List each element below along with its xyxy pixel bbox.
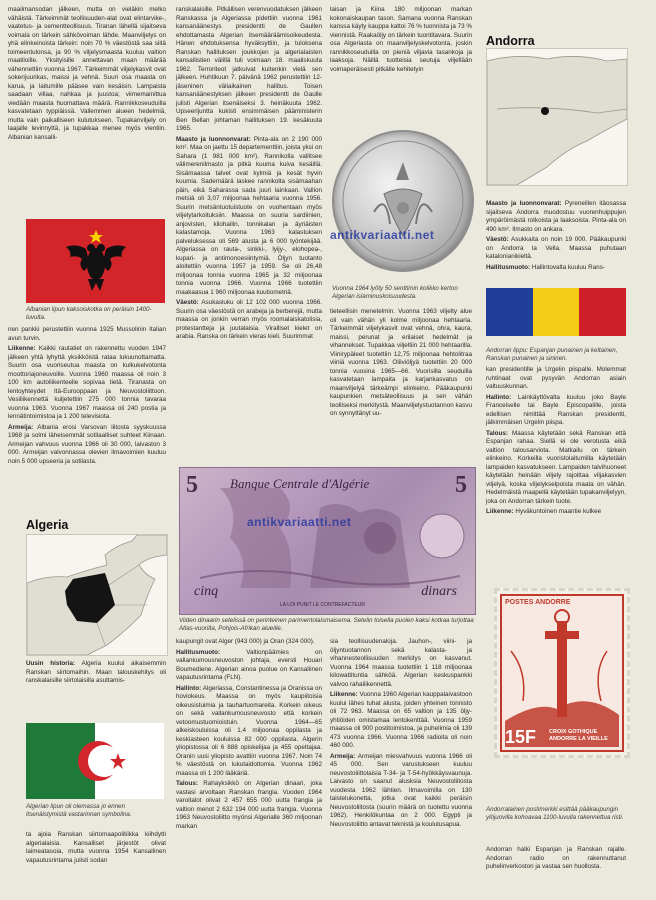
coin-emblem-icon bbox=[334, 132, 472, 270]
algeria-history-text bbox=[26, 660, 166, 688]
section-text: Pyreneillen itäosassa sijaitseva Andorra muodostuu vuorenhuippujen ympäröimästä rotkoista ja laaksoista. Pinta-ala on 490 km². Ilmasto on ankara. bbox=[486, 200, 626, 233]
algeria-industry-text bbox=[330, 638, 472, 831]
bank-name: Banque Centrale d'Algérie bbox=[230, 476, 370, 491]
algeria-map-graphic bbox=[27, 535, 167, 655]
section-label: Hallitusmuoto: bbox=[486, 263, 531, 271]
andorra-flag bbox=[486, 288, 626, 336]
algeria-population-paragraph bbox=[176, 299, 322, 342]
andorra-flag-graphic bbox=[486, 288, 626, 336]
word-cinq: cinq bbox=[194, 584, 219, 599]
section-label: Liikenne: bbox=[486, 508, 514, 515]
crescent-star-icon bbox=[26, 723, 164, 799]
stamp-title: POSTES ANDORRE bbox=[505, 599, 571, 606]
albania-traffic-paragraph bbox=[8, 345, 166, 422]
banknote-image bbox=[179, 467, 476, 615]
section-text: Rahayksikkö on Algerian dinaari, joka vastasi arvoltaan Ranskan frangia. Vuoden 1964 varoitalot olivat 2 457 655 000 uutta frangia ja valtion menot 2 632 194 000 uutta frangia. Vuonna 1963 Neuvostoliitto myönsi Algerialle 360 miljoonan markan bbox=[176, 780, 322, 830]
stamp-caption: Andorralainen postimerkki esittää pääkaupungin ylöjuovilla kohoavaa 1100-luvulla rakennettua risti. bbox=[486, 806, 624, 821]
algeria-colonial-paragraph: ta ajoia Ranskan siirtomaapolitiikka kiihdytti algerialaisia. Kansalliset järjestöt olivat laimeatasoia, mutta vuonna 1954 Kansallinen vapautusrintama julisti sodan bbox=[26, 831, 166, 864]
andorra-map bbox=[486, 48, 628, 186]
algeria-economy-paragraph bbox=[176, 780, 322, 831]
section-text: Hyväkuntoinen maantie kulkee bbox=[515, 508, 602, 515]
albania-flag bbox=[26, 219, 165, 303]
algeria-flag-caption: Algerian lipun oli olemassa jo ennen itsenäistymistä vastarinnan symbolina. bbox=[26, 803, 132, 818]
algeria-history-paragraph bbox=[26, 660, 166, 686]
denomination-top-right: 5 bbox=[455, 472, 467, 498]
stamp-subtitle: CROIX GOTHIQUE ANDORRE LA VIEILLE bbox=[549, 729, 608, 742]
andorra-terrain-paragraph bbox=[486, 200, 626, 234]
section-text: Algeriassa, Constantinessa ja Oranissa on hoviokeus. Maassa on myös kaupiitoisia oikeusistuimia ja tauhartuomareita. Korkein oikeus on sekä vallankumousneuvosto että korkein vetoomustuomioistuin. Vuonna 1964—65 alkeiskouluissa oli 1,4 miljoonaa oppilasta ja keskiasteen kouluissa 82 000 oppilasta. Algerin yliopistossa oli 6 888 opiskelijaa ja 455 opettajaa. Oranin uusi yliopisto avattiin vuonna 1967. Noin 74 % väestöstä on lukutaidottomia. Vuonna 1962 maassa oli 1 200 lääkäriä. bbox=[176, 684, 323, 777]
coin-caption: Vuonna 1964 lyöty 50 senttimin kolikko kertoo Algerian islaminuskoisuudesta. bbox=[332, 285, 458, 300]
section-text: Lainkäyttövalta kuuluu joko Bayle Franceiselle tai Bayle Episcopalille, joista edellisen nimittää Ranskan presidentti, jälkimmäisen Urgelin piispa. bbox=[486, 393, 626, 426]
word-dinars: dinars bbox=[421, 584, 457, 599]
albania-army-paragraph bbox=[8, 424, 166, 467]
section-label: Liikenne: bbox=[8, 345, 36, 352]
algeria-flag bbox=[26, 723, 164, 799]
watermark-text: antikvariaatti.net bbox=[330, 228, 435, 242]
section-label: Väestö: bbox=[176, 299, 199, 306]
heading-andorra: Andorra bbox=[486, 34, 535, 48]
watermark-text: antikvariaatti.net bbox=[247, 515, 352, 529]
algeria-colonial-text bbox=[26, 831, 166, 867]
andorra-map-graphic bbox=[487, 49, 627, 185]
section-text: Hallintovalta kuuluu Rans- bbox=[531, 263, 605, 271]
section-text: Asukasluku oli 12 102 000 vuonna 1966. Suurin osa väestöstä on arabeja ja berberejä, mutta maassa on jonkin verran myös roomalaiskatolisia, protestantteja ja juutalaisia. Viralliset kielet on arabia. Ranska on tärkein vieras kieli. Suurimmat bbox=[176, 299, 322, 340]
section-label: Talous: bbox=[176, 780, 198, 787]
algeria-industry-paragraph: sia teollisuudenaloja. Jauhon-, viini- ja öljyntuotannon sekä kalasta- ja vihannesteollisuuden merkitys on kasvanut. Vuonna 1964 maassa tuotettiin 1 118 miljoonaa kilowattituntia sähköä. Algerian keskuspankki valvoo rahaliikennettä. bbox=[330, 638, 472, 688]
algeria-trade-text bbox=[330, 6, 472, 76]
denomination-top-left: 5 bbox=[186, 472, 198, 498]
section-text: Maassa käytetään sekä Ranskan että Espanjan rahaa. Siellä ei ole verotusta eikä valtion talousarviota. Matkailu on tärkein elinkeino. Korkeilla vuoristolaitumilla käytetään lampaiden kasvatukseen. Lampaiden talvihuoneet käytetään heinään viljely rajoittaa viljakasvien viljelyä, koska viljelykselpoista maata on vähän. Hedelmäistä maapellä käytetään tupakanviljelyyn, joka on Andorran tärkein tuote. bbox=[486, 429, 626, 505]
algeria-government-text bbox=[176, 638, 322, 833]
andorra-population-paragraph bbox=[486, 236, 626, 262]
algeria-agriculture-text bbox=[330, 308, 472, 421]
heading-algeria: Algeria bbox=[26, 518, 69, 532]
section-label: Maasto ja luonnonvarat: bbox=[486, 200, 562, 207]
banknote-caption: Viiden dinaarin setelissä on perinteinen parimentolaismaisema. Setelin toisella puolen kaksi kotkaa turjottaa Atlas-vuorilta, Pohjois-Afrikan alueille. bbox=[179, 617, 474, 632]
section-label: Armeija: bbox=[330, 752, 356, 760]
andorra-road-paragraph: Andorran halki Espanjan ja Ranskan rajalle. Andorran radio on rakennuttanut puhelinverkoston ja vastaa sen huollosta. bbox=[486, 846, 626, 870]
algeria-independence-text bbox=[176, 6, 322, 344]
andorra-terrain-text bbox=[486, 200, 626, 274]
section-text: Vuonna 1960 Algerian kauppalaivastoon kuului lähes tuhat alusta, joiden yhteinen tonnisto oli 72 963. Maassa on 65 valtion ja 135 öljy-yhtiöiden omistamaa lentokenttää. Vuonna 1959 maassa oli 900 postitoimistoa, ja puhelimia oli 139 473 vuonna 1966. Vuonna 1966 radioita oli noin 460 000. bbox=[330, 691, 472, 749]
section-label: Uusin historia: bbox=[26, 660, 76, 667]
albania-bank-paragraph: nen pankki perustettiin vuonna 1925 Mussolinin Italian avun turvin. bbox=[8, 326, 166, 342]
andorra-stamp bbox=[494, 588, 630, 758]
algeria-independence-paragraph: ranskalaisille. Pitkällisen verenvuodatuksen jälkeen Ranskassa ja Algeriassa pidettiin vuonna 1961 kansanäänestys presidentti de Gaullen ehdottamasta Algerian itsemääräämisoikeudesta. Hänen ehdotuksensa hyväksyttiin, ja tuloksena Ranskan hallituksen joukkojen ja algerialaisten kansallistien välillä tuli voimaan 18. maaliskuuta 1962. Terroriteot jatkuivat kuitenkin vielä sen jälkeen. Huhtikuun 7. päivänä 1962 perustettiin 12-jäseninen väliaikainen hallitus. Toisen kansanäänestyksen jälkeen presidentti de Gaulle julisti Algerian itsenäiseksi 3. heinäkuuta 1962. Upseerijuntta kukisti ensimmäisen pääministerin Ben Bellan johtaman hallituksen 19. kesäkuuta 1965. bbox=[176, 6, 322, 132]
andorra-rulers-paragraph: kan presidentille ja Urgelin piispalle. Molemmat ruhtinaat ovat pysyvän Andorran asiain valtuuskunnan. bbox=[486, 366, 626, 390]
albania-details-text bbox=[8, 326, 166, 468]
section-text: Valtionpäämies on vallankumousneuvoston johtaja, eversti Houari Boumediene. Algerian ainoa puolue on Kansallinen vapautusrintama (FLN). bbox=[176, 648, 323, 681]
stamp-value: 15F bbox=[505, 727, 537, 747]
algeria-trade-paragraph: laisan ja Kiina 180 miljoonan markan kokonaiskaupan tason. Samana vuonna Ranskan kanssa käyty kauppa kattoi 76 % tuonnista ja 73 % viennistä. Raakaöljy on tärkein tuontitavara. Suurin osa Algeriasta on maanviljelyskelvotonta, joskin rannikkoseuduilla on pieniä viljavia tasankoja ja laaksoja. Näillä tuotteisia seutuja viljellään voimaperäisesti pitkälle kehitetyin bbox=[330, 6, 472, 73]
andorra-details-text bbox=[486, 366, 626, 519]
counterfeit-notice: LA LOI PUNIT LE CONTREFACTEUR bbox=[280, 602, 365, 608]
algeria-transport-paragraph bbox=[330, 691, 472, 751]
algeria-agriculture-paragraph: tieteellisin menetelmin. Vuonna 1963 viljelty alue oli vain vähän yli kolme miljoonaa hehtaaria. Tärkeimmät viljelykasvit ovat vehnä, ohra, kaura, maissi, perunat ja erilaiset hedelmät ja vihannekset. Tupakkaa viljeltiin 21 000 hehtaarilla. Viinirypäleet tuotettiin 12,75 miljoonaa hehtolitraa viiniä vuonna 1963. Oliiviöljyä tuotettiin 20 000 tonnia vuosina 1965—66. Vuorisilla seuduilla kasvatetaan lampaita ja karjankasvatus on maanviljelyä tärkeämpi elinkeino. Pääkaupunki kaupunkien metsäteollisuus ja sen vähän teolliseksi merkitystä. Maanviljelystuotannon kasvu on synnyttänyt uu- bbox=[330, 308, 472, 417]
algeria-government-paragraph bbox=[176, 649, 322, 683]
section-text: Algeria kuului aikaisemmin Ranskan siirtomaihin. Maan talouskehitys oli ranskalaisille siirtolaisilla asuttamis- bbox=[26, 660, 166, 684]
albania-economy-text bbox=[8, 6, 166, 144]
algeria-administration-paragraph bbox=[176, 685, 322, 779]
algeria-terrain-paragraph bbox=[176, 136, 322, 298]
section-text: Pinta-ala on 2 190 000 km². Maa on jaettu 15 departementtiin, joista yksi on Sahara (1 981 000 km²). Rannikolla vallitsee välimerenilmasto ja pitkä kuuma kuiva kesäillä. Sisämaassa talvet ovat kylmiä ja kesät hyvin kuumia. Sademäärä laskee rannikolta sisämaahan päin, eikä Saharassa sada juuri lainkaan. Vallion metsiä oli 3,07 miljoonaa hehtaaria vuonna 1956. Suurin metsäntuotuistuote on vuohentaan myös viljelytarkoituksiin. Maassa on suuria sardiinien, anjovisten, kilohailin, tonnikalan ja äyriäisten kalastamoja. Vuonna 1963 kalastuksen palveluksessa oli 569 alusta ja 6 000 työntekijää. Algeriassa on rauta-, sinkki-, lyijy-, elohopea-, kupari- ja antimonoesiintymiä. Öljyn tuotanto aloitettiin vuonna 1957 ja 1959. Se oli 26,48 miljoonaa tonnia vuonna 1965 ja 32 miljoonaa tonnia vuonna 1966. Vuonna 1966 tuotettiin maakaasua 1 960 miljoonaa kuutiometriä. bbox=[176, 135, 323, 296]
section-label: Hallinto: bbox=[176, 684, 202, 692]
section-label: Maasto ja luonnonvarat: bbox=[176, 135, 251, 143]
andorra-road-text bbox=[486, 846, 626, 874]
albania-economy-paragraph: maailmansodan jälkeen, mutta on vieläkin melko vähäistä. Tärkeimmät teollisuuden-alat ovat elintarvike-, vaatetus- ja sementteollisuus. Tiranan lähellä sijaitseva voimala on tärkein sähkövoiman lähde. Maanviljelys on yhä elinkeinoista tärkein: noin 70 % väestöstä saa siitä toimeentulonsa, ja 90 % viljelysmaasta kuuluu valtion maatiloille. Yksityisille annettavan maan määrää vähennettiin vuonna 1967. Tärkeimmät viljelykasvit ovat sokerijuurikas, maissi ja vehnä. Suuri osa maasta on karua, ja laitumille pääsee vain kesäisin. Lampaista saadaan villaa, nahkaa ja juustoa; viimemainittua viedään maasta huomattava määrä. Rannikkoseuduilla kasvatetaan typpiäissä. Vallemmen alueen hedelmiä, mutta vain paikalliseen kulutukseen. Tupakanviljely on laajalle levinnyttä, ja tupakkaa menee myös vientiin. Albanian kansalli- bbox=[8, 6, 166, 141]
section-label: Hallinto: bbox=[486, 393, 512, 401]
section-label: Armeija: bbox=[8, 423, 34, 431]
algeria-map bbox=[26, 534, 168, 656]
andorra-transport-paragraph bbox=[486, 508, 626, 517]
section-text: Kaikki rautatiet on rakennettu vuoden 1947 jälkeen yhtä lyhyttä yksikköistä rataa lukuunottamatta. Suurin osa vuoriseutua maasta on kulkukelvotonta moottoriajoneuvoille. Vuonna 1960 maassa oli noin 3 100 km autoliikenteelle sopivaa tietä. Tiranasta on lentoyhteydet Itä-Eurooppaan ja Neuvostoliittoon. Vesiliikennettä kuljetettiin 275 000 tonnia tavaraa vuonna 1963. Vuonna 1967 maassa oli 240 postia ja lennätintoimistoa ja 1 200 televisiota. bbox=[8, 345, 166, 420]
andorra-government-paragraph bbox=[486, 264, 626, 273]
section-label: Talous: bbox=[486, 429, 508, 437]
section-label: Väestö: bbox=[486, 236, 509, 243]
algeria-coin bbox=[332, 130, 474, 272]
section-text: Albania erosi Varsovan liitosta syyskuussa 1968 ja solmi läheisemmät sotilaalliset suhteet Kiinaan. Armeijan vahvuus vuonna 1966 oli 30 000, laivaston 3 000. Armeijan valvonnassa olevien ilmavoimien kuuluu noin 5 000 upseeria ja sotilasta. bbox=[8, 423, 166, 465]
algeria-cities-paragraph: kaupungit ovat Alger (943 000) ja Oran (324 000). bbox=[176, 638, 315, 645]
andorra-economy-paragraph bbox=[486, 430, 626, 507]
algeria-army-paragraph bbox=[330, 753, 472, 830]
albania-flag-caption: Albanian lipun kaksoiskotka on peräisin 1400-luvulta. bbox=[26, 306, 152, 321]
section-label: Liikenne: bbox=[330, 691, 358, 698]
section-label: Hallitusmuoto: bbox=[176, 648, 221, 656]
section-text: Asukkaita on noin 19 000. Pääkaupunki on Andorra la Vella. Maassa puhutaan katalonianikieltä. bbox=[486, 236, 626, 260]
andorra-administration-paragraph bbox=[486, 394, 626, 428]
andorra-flag-caption: Andorran lippu: Espanjan punainen ja keltainen, Ranskan punainen ja sininen. bbox=[486, 347, 618, 362]
section-text: Armeijan miesvahvuus vuonna 1966 oli 45 000. Sen varustukseen kuuluu neuvostoliittolaisia T-34- ja T-54-hyökkäysvaunuja. Laivasto on saanut alusksia Neuvostoliitosta vuodesta 1962 lähtien. Ilmavoimilla on 130 taistelukonetta, jotka ovat kaikki peräisin Neuvostoliitosta (suurin määrä on tuotettu vuonna 1962). Henkilökuntaa on 2 000. Egypti ja Neuvostoliitto antavat teknistä ja koulutusapua. bbox=[330, 752, 473, 828]
double-eagle-icon bbox=[26, 219, 165, 303]
